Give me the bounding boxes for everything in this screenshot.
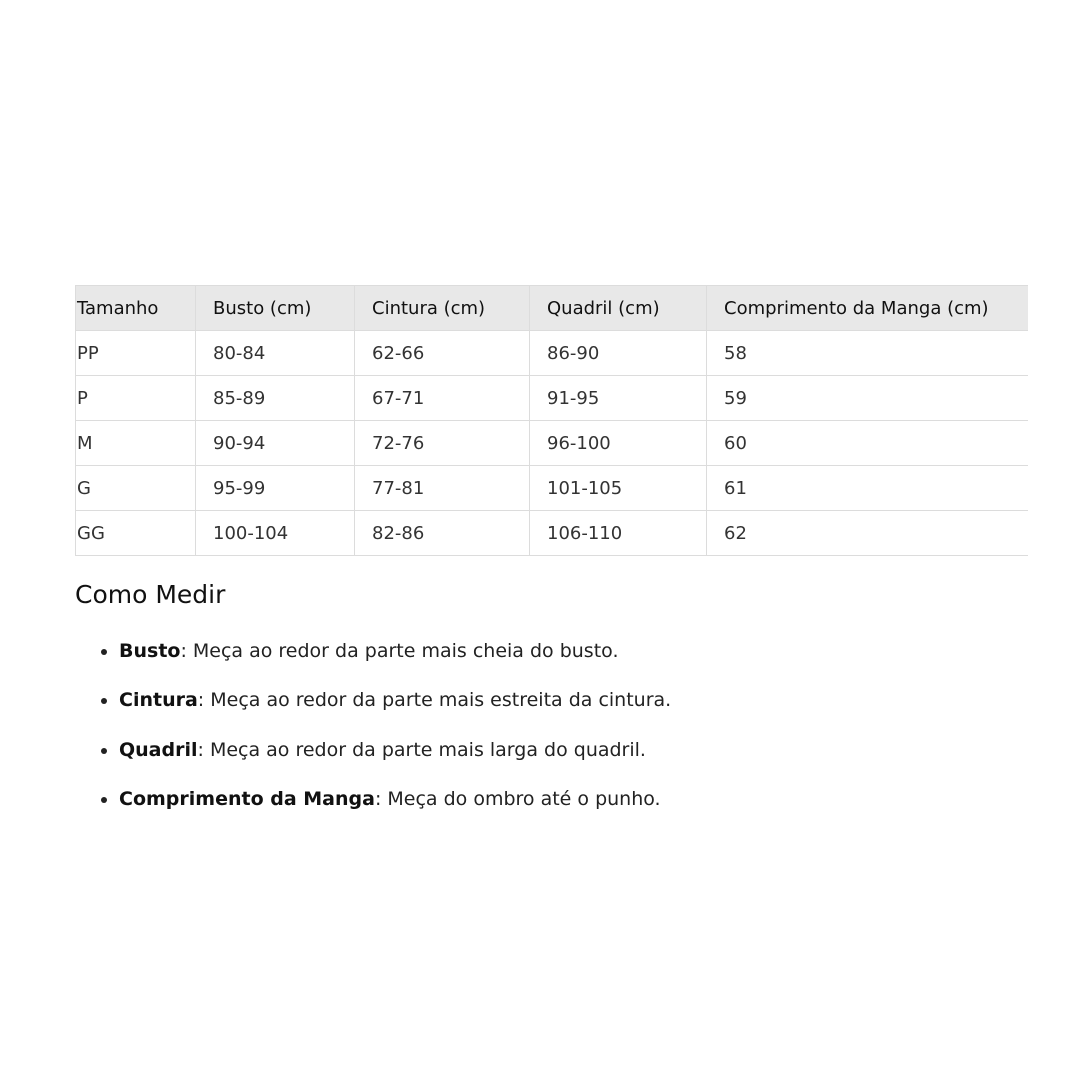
cell-sleeve-length: 62 <box>707 511 1029 556</box>
cell-hip: 96-100 <box>530 421 707 466</box>
header-bust: Busto (cm) <box>196 286 355 331</box>
measure-description: : Meça ao redor da parte mais cheia do busto. <box>180 640 619 662</box>
cell-sleeve-length: 61 <box>707 466 1029 511</box>
measure-description: : Meça do ombro até o punho. <box>374 787 661 810</box>
list-item <box>119 782 671 831</box>
cell-hip: 91-95 <box>530 376 707 421</box>
cell-waist: 62-66 <box>355 331 530 376</box>
table-row <box>76 331 1029 376</box>
table-row <box>76 421 1029 466</box>
measure-term: Busto <box>119 640 181 662</box>
cell-waist: 72-76 <box>355 421 530 466</box>
cell-hip: 106-110 <box>530 511 707 556</box>
list-item <box>119 683 671 732</box>
cell-size: P <box>76 376 196 421</box>
header-size: Tamanho <box>76 286 196 331</box>
list-item <box>119 634 671 683</box>
cell-size: GG <box>76 511 196 556</box>
measure-term: Cintura <box>119 689 198 712</box>
cell-size: M <box>76 421 196 466</box>
cell-size: G <box>76 466 196 511</box>
header-waist: Cintura (cm) <box>355 286 530 331</box>
cell-sleeve-length: 58 <box>707 331 1029 376</box>
cell-waist: 82-86 <box>355 511 530 556</box>
table-row <box>76 511 1029 556</box>
cell-sleeve-length: 59 <box>707 376 1029 421</box>
size-chart-header <box>76 286 1029 331</box>
measure-description: : Meça ao redor da parte mais estreita da cintura. <box>197 689 672 712</box>
cell-bust: 100-104 <box>196 511 355 556</box>
size-chart-table <box>75 285 1028 556</box>
how-to-measure-heading: Como Medir <box>75 580 226 609</box>
cell-bust: 80-84 <box>196 331 355 376</box>
table-row <box>76 376 1029 421</box>
measure-description: : Meça ao redor da parte mais larga do quadril. <box>197 738 646 761</box>
cell-waist: 77-81 <box>355 466 530 511</box>
header-row <box>76 286 1029 331</box>
header-sleeve-length: Comprimento da Manga (cm) <box>707 286 1029 331</box>
measure-term: Comprimento da Manga <box>119 787 375 810</box>
header-hip: Quadril (cm) <box>530 286 707 331</box>
size-chart-body <box>76 331 1029 556</box>
cell-hip: 86-90 <box>530 331 707 376</box>
cell-sleeve-length: 60 <box>707 421 1029 466</box>
cell-size: PP <box>76 331 196 376</box>
cell-bust: 90-94 <box>196 421 355 466</box>
cell-bust: 95-99 <box>196 466 355 511</box>
list-item <box>119 733 671 782</box>
measure-term: Quadril <box>119 738 198 761</box>
cell-bust: 85-89 <box>196 376 355 421</box>
cell-waist: 67-71 <box>355 376 530 421</box>
table-row <box>76 466 1029 511</box>
cell-hip: 101-105 <box>530 466 707 511</box>
measurement-instructions-list <box>75 634 671 831</box>
